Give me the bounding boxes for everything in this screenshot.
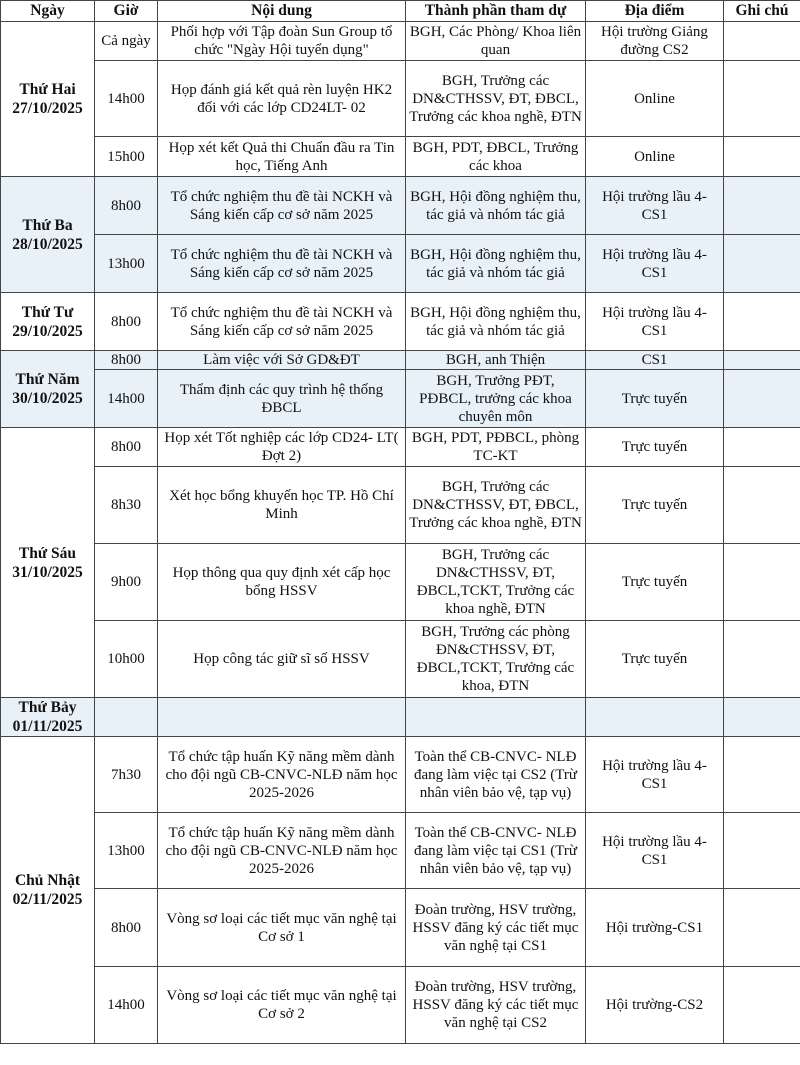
header-location: Địa điểm bbox=[586, 1, 724, 22]
location-cell: Hội trường-CS2 bbox=[586, 967, 724, 1044]
participants-cell: BGH, Hội đồng nghiệm thu, tác giả và nhóm tác giả bbox=[406, 293, 586, 351]
day-cell bbox=[1, 698, 95, 737]
table-row bbox=[1, 61, 800, 137]
table-row bbox=[1, 698, 800, 737]
note-cell bbox=[724, 967, 800, 1044]
note-cell bbox=[724, 137, 800, 177]
time-cell: 14h00 bbox=[95, 967, 158, 1044]
location-cell: Hội trường lầu 4- CS1 bbox=[586, 737, 724, 813]
note-cell bbox=[724, 177, 800, 235]
note-cell bbox=[724, 61, 800, 137]
participants-cell: BGH, Hội đồng nghiệm thu, tác giả và nhóm tác giả bbox=[406, 177, 586, 235]
time-cell: 8h00 bbox=[95, 177, 158, 235]
table-row bbox=[1, 813, 800, 889]
time-cell: 7h30 bbox=[95, 737, 158, 813]
note-cell bbox=[724, 621, 800, 698]
content-cell: Họp đánh giá kết quả rèn luyện HK2 đối với các lớp CD24LT- 02 bbox=[158, 61, 406, 137]
participants-cell: Đoàn trường, HSV trường, HSSV đăng ký các tiết mục văn nghệ tại CS1 bbox=[406, 889, 586, 967]
table-row bbox=[1, 235, 800, 293]
location-cell: Hội trường Giảng đường CS2 bbox=[586, 22, 724, 61]
note-cell bbox=[724, 370, 800, 428]
content-cell: Phối hợp với Tập đoàn Sun Group tổ chức "Ngày Hội tuyển dụng" bbox=[158, 22, 406, 61]
participants-cell: BGH, Trưởng các DN&CTHSSV, ĐT, ĐBCL, Trưởng các khoa nghề, ĐTN bbox=[406, 61, 586, 137]
table-row bbox=[1, 621, 800, 698]
header-day: Ngày bbox=[1, 1, 95, 22]
table-row bbox=[1, 428, 800, 467]
time-cell: 14h00 bbox=[95, 61, 158, 137]
note-cell bbox=[724, 889, 800, 967]
day-name: Thứ Ba bbox=[22, 216, 73, 234]
location-cell bbox=[586, 698, 724, 737]
location-cell: Hội trường-CS1 bbox=[586, 889, 724, 967]
table-row bbox=[1, 177, 800, 235]
time-cell: 9h00 bbox=[95, 544, 158, 621]
location-cell: Trực tuyến bbox=[586, 467, 724, 544]
content-cell: Họp công tác giữ sĩ số HSSV bbox=[158, 621, 406, 698]
table-row bbox=[1, 544, 800, 621]
note-cell bbox=[724, 428, 800, 467]
note-cell bbox=[724, 813, 800, 889]
content-cell: Tổ chức nghiệm thu đề tài NCKH và Sáng kiến cấp cơ sở năm 2025 bbox=[158, 235, 406, 293]
location-cell: Hội trường lầu 4- CS1 bbox=[586, 293, 724, 351]
participants-cell: BGH, Trưởng các DN&CTHSSV, ĐT, ĐBCL, Trưởng các khoa nghề, ĐTN bbox=[406, 467, 586, 544]
location-cell: Trực tuyến bbox=[586, 370, 724, 428]
note-cell bbox=[724, 293, 800, 351]
location-cell: Hội trường lầu 4- CS1 bbox=[586, 235, 724, 293]
day-name: Chủ Nhật bbox=[14, 872, 81, 889]
participants-cell: Đoàn trường, HSV trường, HSSV đăng ký các tiết mục văn nghệ tại CS2 bbox=[406, 967, 586, 1044]
participants-cell: BGH, Trưởng các phòng ĐN&CTHSSV, ĐT, ĐBCL,TCKT, Trưởng các khoa, ĐTN bbox=[406, 621, 586, 698]
content-cell: Tổ chức tập huấn Kỹ năng mềm dành cho đội ngũ CB-CNVC-NLĐ năm học 2025-2026 bbox=[158, 737, 406, 813]
note-cell bbox=[724, 235, 800, 293]
header-row bbox=[1, 1, 800, 22]
table-row bbox=[1, 293, 800, 351]
content-cell: Họp xét kết Quả thi Chuẩn đầu ra Tin học, Tiếng Anh bbox=[158, 137, 406, 177]
content-cell: Tổ chức nghiệm thu đề tài NCKH và Sáng kiến cấp cơ sở năm 2025 bbox=[158, 293, 406, 351]
table-row bbox=[1, 737, 800, 813]
participants-cell: BGH, Trưởng PĐT, PĐBCL, trưởng các khoa chuyên môn bbox=[406, 370, 586, 428]
header-participants: Thành phần tham dự bbox=[406, 1, 586, 22]
time-cell: 8h00 bbox=[95, 293, 158, 351]
time-cell: 8h00 bbox=[95, 889, 158, 967]
content-cell: Làm việc với Sở GD&ĐT bbox=[158, 351, 406, 370]
location-cell: Online bbox=[586, 137, 724, 177]
day-date: 01/11/2025 bbox=[12, 718, 83, 735]
table-row bbox=[1, 889, 800, 967]
day-date: 28/10/2025 bbox=[12, 235, 83, 253]
content-cell bbox=[158, 698, 406, 737]
time-cell bbox=[95, 698, 158, 737]
content-cell: Tổ chức tập huấn Kỹ năng mềm dành cho đội ngũ CB-CNVC-NLĐ năm học 2025-2026 bbox=[158, 813, 406, 889]
participants-cell bbox=[406, 698, 586, 737]
content-cell: Xét học bổng khuyến học TP. Hồ Chí Minh bbox=[158, 467, 406, 544]
participants-cell: Toàn thể CB-CNVC- NLĐ đang làm việc tại CS2 (Trừ nhân viên bảo vệ, tạp vụ) bbox=[406, 737, 586, 813]
day-name: Thứ Năm bbox=[15, 371, 80, 388]
header-content: Nội dung bbox=[158, 1, 406, 22]
table-row bbox=[1, 467, 800, 544]
day-cell bbox=[1, 22, 95, 177]
day-cell bbox=[1, 293, 95, 351]
location-cell: Trực tuyến bbox=[586, 621, 724, 698]
day-date: 27/10/2025 bbox=[12, 100, 83, 117]
day-date: 29/10/2025 bbox=[12, 322, 83, 340]
time-cell: Cả ngày bbox=[95, 22, 158, 61]
header-note: Ghi chú bbox=[724, 1, 800, 22]
note-cell bbox=[724, 351, 800, 370]
participants-cell: BGH, anh Thiện bbox=[406, 351, 586, 370]
day-date: 31/10/2025 bbox=[12, 563, 83, 581]
time-cell: 8h00 bbox=[95, 428, 158, 467]
table-row bbox=[1, 351, 800, 370]
participants-cell: Toàn thể CB-CNVC- NLĐ đang làm việc tại CS1 (Trừ nhân viên bảo vệ, tạp vụ) bbox=[406, 813, 586, 889]
content-cell: Vòng sơ loại các tiết mục văn nghệ tại Cơ sở 2 bbox=[158, 967, 406, 1044]
time-cell: 15h00 bbox=[95, 137, 158, 177]
participants-cell: BGH, Hội đồng nghiệm thu, tác giả và nhóm tác giả bbox=[406, 235, 586, 293]
header-time: Giờ bbox=[95, 1, 158, 22]
day-name: Thứ Tư bbox=[21, 303, 74, 321]
participants-cell: BGH, PDT, ĐBCL, Trưởng các khoa bbox=[406, 137, 586, 177]
note-cell bbox=[724, 737, 800, 813]
participants-cell: BGH, PDT, PĐBCL, phòng TC-KT bbox=[406, 428, 586, 467]
note-cell bbox=[724, 467, 800, 544]
note-cell bbox=[724, 544, 800, 621]
content-cell: Tổ chức nghiệm thu đề tài NCKH và Sáng kiến cấp cơ sở năm 2025 bbox=[158, 177, 406, 235]
table-row bbox=[1, 370, 800, 428]
day-cell bbox=[1, 428, 95, 698]
location-cell: Trực tuyến bbox=[586, 544, 724, 621]
participants-cell: BGH, Các Phòng/ Khoa liên quan bbox=[406, 22, 586, 61]
location-cell: Trực tuyến bbox=[586, 428, 724, 467]
location-cell: Online bbox=[586, 61, 724, 137]
day-cell bbox=[1, 737, 95, 1044]
location-cell: CS1 bbox=[586, 351, 724, 370]
day-cell bbox=[1, 351, 95, 428]
table-row bbox=[1, 137, 800, 177]
note-cell bbox=[724, 698, 800, 737]
time-cell: 10h00 bbox=[95, 621, 158, 698]
schedule-body bbox=[1, 22, 800, 1044]
content-cell: Vòng sơ loại các tiết mục văn nghệ tại Cơ sở 1 bbox=[158, 889, 406, 967]
content-cell: Họp xét Tốt nghiệp các lớp CD24- LT( Đợt 2) bbox=[158, 428, 406, 467]
time-cell: 14h00 bbox=[95, 370, 158, 428]
day-cell bbox=[1, 177, 95, 293]
participants-cell: BGH, Trưởng các DN&CTHSSV, ĐT, ĐBCL,TCKT, Trưởng các khoa nghề, ĐTN bbox=[406, 544, 586, 621]
table-row bbox=[1, 22, 800, 61]
content-cell: Họp thông qua quy định xét cấp học bổng HSSV bbox=[158, 544, 406, 621]
time-cell: 8h30 bbox=[95, 467, 158, 544]
location-cell: Hội trường lầu 4- CS1 bbox=[586, 177, 724, 235]
day-name: Thứ Sáu bbox=[18, 544, 77, 562]
location-cell: Hội trường lầu 4- CS1 bbox=[586, 813, 724, 889]
day-name: Thứ Bảy bbox=[18, 699, 77, 716]
note-cell bbox=[724, 22, 800, 61]
time-cell: 8h00 bbox=[95, 351, 158, 370]
table-row bbox=[1, 967, 800, 1044]
time-cell: 13h00 bbox=[95, 235, 158, 293]
content-cell: Thẩm định các quy trình hệ thống ĐBCL bbox=[158, 370, 406, 428]
day-name: Thứ Hai bbox=[19, 81, 76, 98]
time-cell: 13h00 bbox=[95, 813, 158, 889]
day-date: 30/10/2025 bbox=[12, 390, 83, 407]
day-date: 02/11/2025 bbox=[12, 891, 83, 908]
